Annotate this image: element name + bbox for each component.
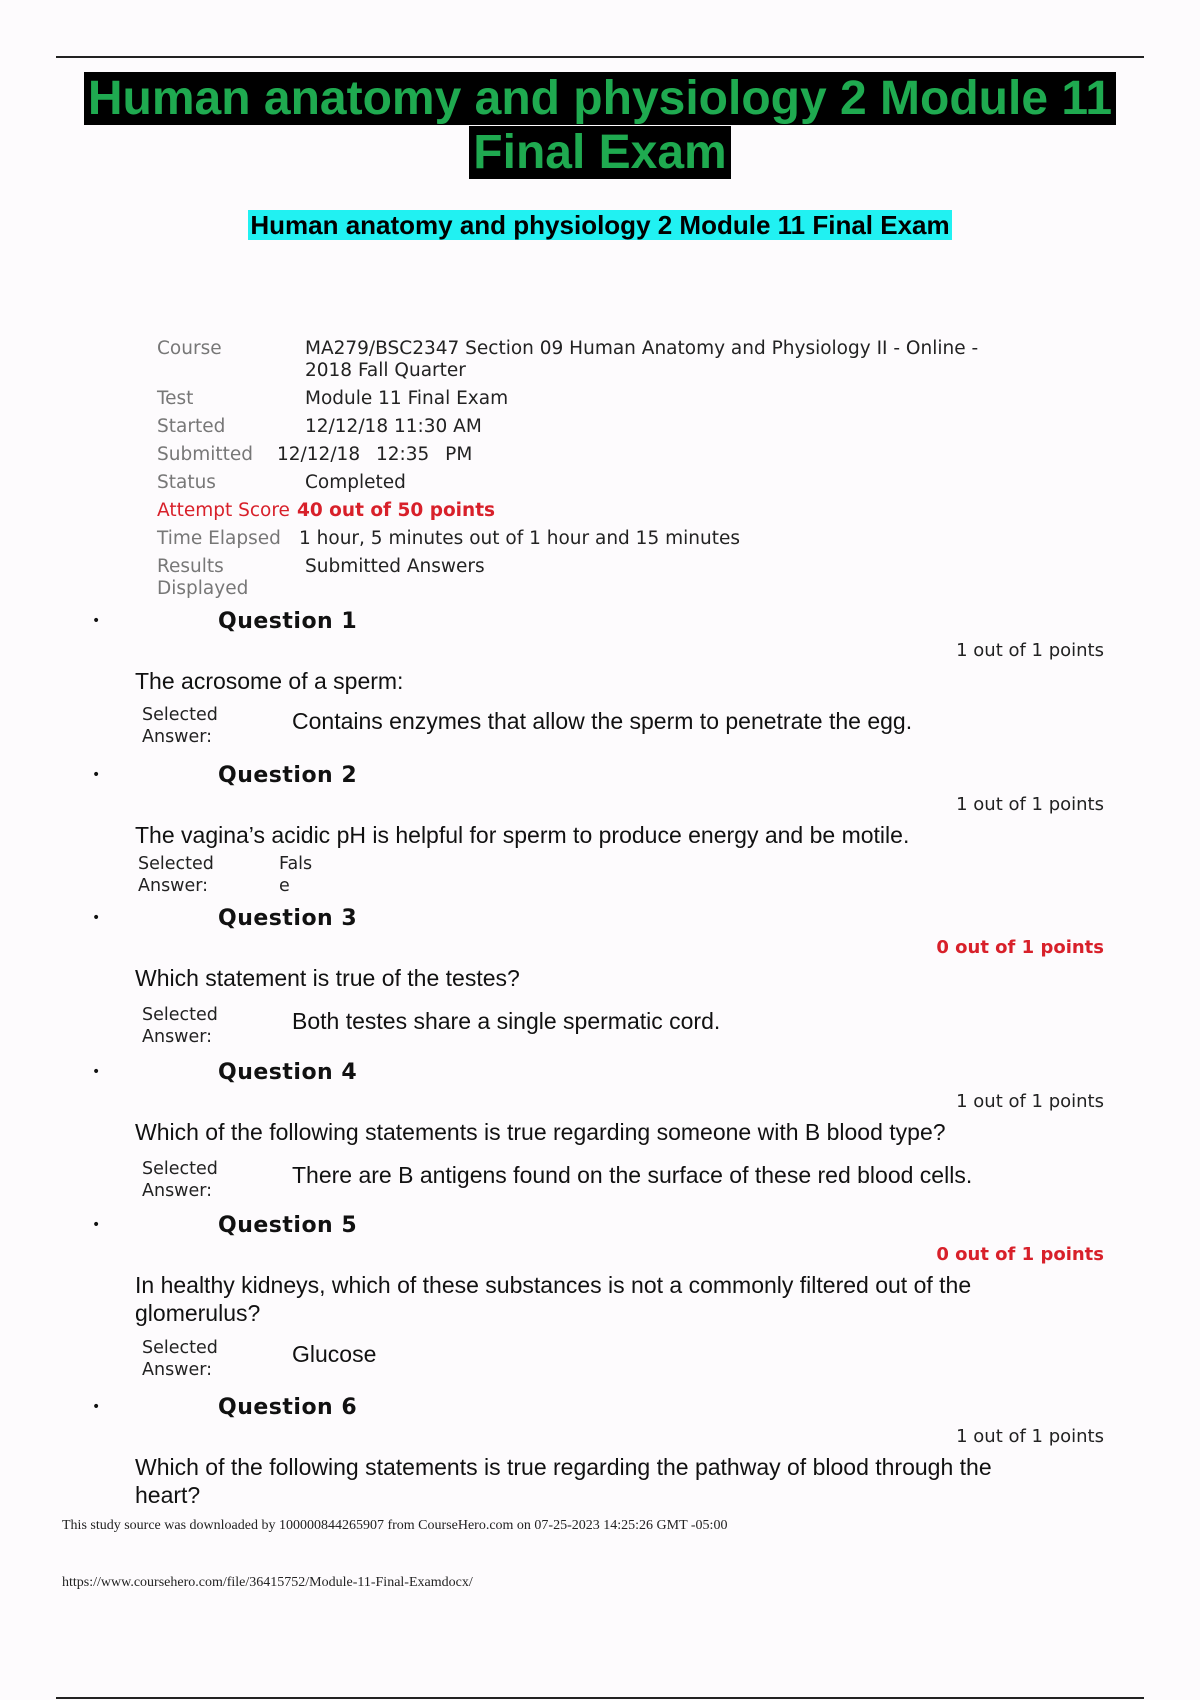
bullet: • [92, 910, 101, 926]
selected-answer: Contains enzymes that allow the sperm to penetrate the egg. [292, 708, 913, 734]
bullet: • [92, 767, 101, 783]
selected-answer: There are B antigens found on the surface of these red blood cells. [292, 1162, 973, 1188]
bullet: • [92, 1399, 101, 1415]
test-label: Test [157, 388, 194, 409]
bottom-rule [56, 1697, 1144, 1699]
results-row [157, 556, 1057, 600]
course-value: MA279/BSC2347 Section 09 Human Anatomy and Physiology II - Online - 2018 Fall Quarter [305, 338, 979, 381]
status-value: Completed [305, 472, 406, 493]
question-title: Question 6 [218, 1395, 358, 1420]
question-text: In healthy kidneys, which of these substances is not a commonly filtered out of the glomerulus? [135, 1272, 972, 1326]
question-points: 0 out of 1 points [936, 1244, 1104, 1265]
test-row [157, 388, 1057, 410]
question-title: Question 2 [218, 763, 358, 788]
results-label: Results Displayed [157, 556, 249, 599]
bullet: • [92, 613, 101, 629]
status-row [157, 472, 1057, 494]
selected-answer: Fals e [279, 854, 313, 896]
question-title: Question 4 [218, 1060, 358, 1085]
page-title-line1: Human anatomy and physiology 2 Module 11 [84, 72, 1116, 125]
started-row [157, 416, 1057, 438]
selected-answer-label: Selected Answer: [138, 854, 214, 896]
submitted-label: Submitted [157, 444, 254, 465]
selected-answer-label: Selected Answer: [142, 1338, 218, 1380]
attempt-details [157, 338, 1057, 606]
source-url[interactable]: https://www.coursehero.com/file/36415752/Module-11-Final-Examdocx/ [62, 1575, 473, 1590]
page-title [0, 72, 1200, 180]
selected-answer-label: Selected Answer: [142, 705, 218, 747]
question-text: Which statement is true of the testes? [135, 965, 520, 991]
started-value: 12/12/18 11:30 AM [305, 416, 482, 437]
question-points: 1 out of 1 points [956, 640, 1104, 661]
page-title-line2: Final Exam [469, 126, 730, 179]
course-row [157, 338, 1057, 382]
selected-answer-label: Selected Answer: [142, 1005, 218, 1047]
elapsed-value: 1 hour, 5 minutes out of 1 hour and 15 minutes [299, 528, 740, 549]
submitted-value: 12/12/18 12:35 PM [277, 444, 473, 465]
status-label: Status [157, 472, 216, 493]
test-value: Module 11 Final Exam [305, 388, 509, 409]
question-title: Question 1 [218, 609, 358, 634]
question-points: 1 out of 1 points [956, 794, 1104, 815]
question-text: The acrosome of a sperm: [135, 668, 404, 694]
elapsed-row [157, 528, 1057, 550]
bullet: • [92, 1064, 101, 1080]
results-value: Submitted Answers [305, 556, 485, 577]
course-label: Course [157, 338, 222, 359]
question-points: 0 out of 1 points [936, 937, 1104, 958]
selected-answer: Glucose [292, 1341, 377, 1367]
question-points: 1 out of 1 points [956, 1426, 1104, 1447]
selected-answer-label: Selected Answer: [142, 1159, 218, 1201]
question-text: Which of the following statements is true regarding someone with B blood type? [135, 1119, 946, 1145]
score-value: 40 out of 50 points [297, 500, 496, 521]
started-label: Started [157, 416, 226, 437]
download-note: This study source was downloaded by 100000844265907 from CourseHero.com on 07-25-2023 14:25:26 GMT -05:00 [62, 1518, 728, 1533]
question-text: The vagina’s acidic pH is helpful for sperm to produce energy and be motile. [135, 822, 910, 848]
bullet: • [92, 1217, 101, 1233]
question-title: Question 5 [218, 1213, 358, 1238]
submitted-row [157, 444, 1057, 466]
page-subtitle: Human anatomy and physiology 2 Module 11 Final Exam [250, 210, 950, 240]
question-points: 1 out of 1 points [956, 1091, 1104, 1112]
top-rule [56, 56, 1144, 58]
question-title: Question 3 [218, 906, 358, 931]
score-label: Attempt Score [157, 500, 290, 521]
selected-answer: Both testes share a single spermatic cord. [292, 1008, 721, 1034]
score-row [157, 500, 1057, 522]
elapsed-label: Time Elapsed [157, 528, 281, 549]
question-text: Which of the following statements is true regarding the pathway of blood through the heart? [135, 1454, 992, 1508]
